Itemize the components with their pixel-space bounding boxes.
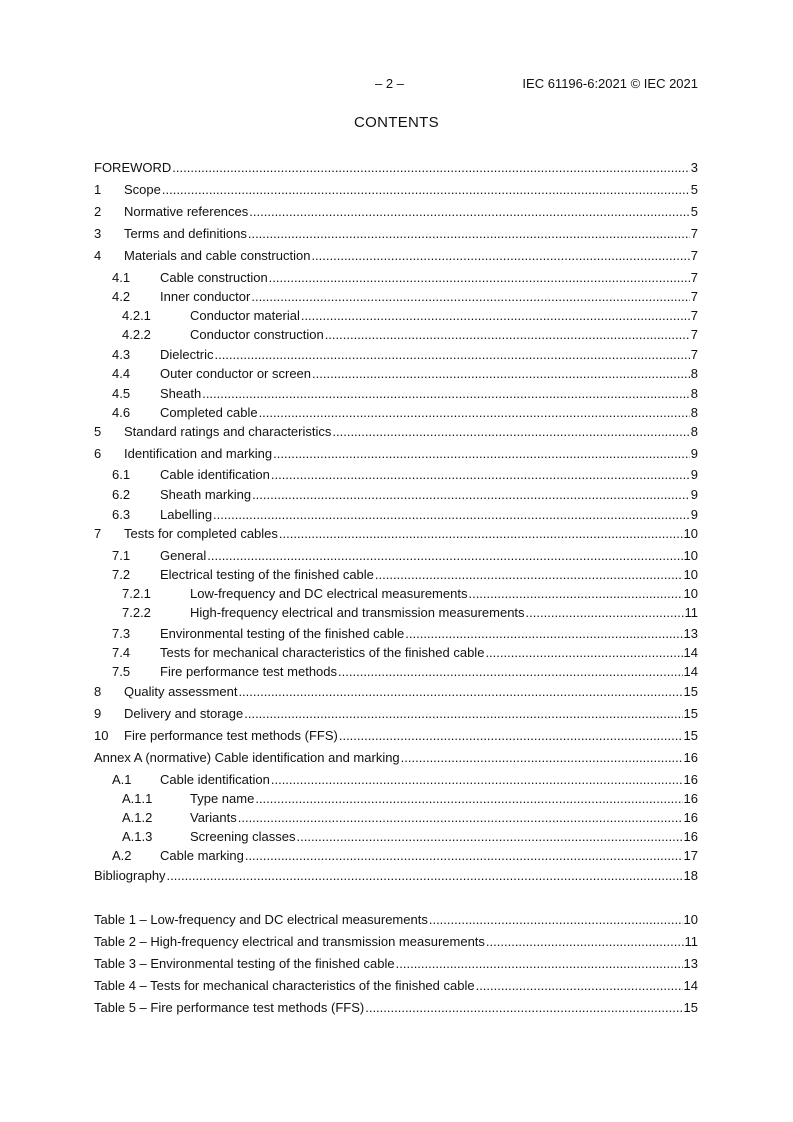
toc-entry-number: 2	[94, 204, 102, 219]
dot-leader	[248, 226, 690, 242]
toc-entry-title: Identification and marking	[124, 446, 273, 461]
toc-entry[interactable]	[94, 829, 698, 845]
toc-entry[interactable]	[94, 160, 698, 176]
toc-entry[interactable]	[94, 226, 698, 242]
toc-entry-number: A.1	[112, 772, 132, 787]
toc-entry-title: Table 2 – High-frequency electrical and transmission measurements	[94, 934, 485, 949]
toc-entry-page: 10	[683, 526, 698, 541]
toc-entry-number: 4.1	[112, 270, 131, 285]
toc-entry-number: 4.2.1	[122, 308, 151, 323]
dot-leader	[429, 912, 683, 928]
toc-entry-number: 4.5	[112, 386, 131, 401]
toc-entry-page: 14	[683, 645, 698, 660]
toc-entry-page: 11	[684, 934, 698, 949]
toc-entry-title: High-frequency electrical and transmission measurements	[190, 605, 525, 620]
toc-entry[interactable]	[94, 934, 698, 950]
toc-entry-page: 10	[683, 586, 698, 601]
toc-entry[interactable]	[94, 386, 698, 402]
toc-entry-title: Normative references	[124, 204, 249, 219]
toc-entry-number: A.1.1	[122, 791, 153, 806]
toc-entry-title: Cable marking	[160, 848, 244, 863]
dot-leader	[405, 626, 682, 642]
toc-entry[interactable]	[94, 248, 698, 264]
toc-entry-title: Fire performance test methods	[160, 664, 338, 679]
page-header	[94, 76, 698, 92]
toc-entry[interactable]	[94, 308, 698, 324]
toc-entry-title: Materials and cable construction	[124, 248, 311, 263]
toc-entry[interactable]	[94, 956, 698, 972]
page-number: – 2 –	[375, 76, 404, 91]
toc-entry-title: Tests for mechanical characteristics of the finished cable	[160, 645, 485, 660]
toc-entry-number: 1	[94, 182, 102, 197]
toc-entry-page: 9	[690, 446, 698, 461]
toc-entry[interactable]	[94, 487, 698, 503]
toc-entry-title: General	[160, 548, 207, 563]
toc-entry[interactable]	[94, 507, 698, 523]
toc-entry-number: 5	[94, 424, 102, 439]
dot-leader	[167, 868, 683, 884]
toc-entry-number: 7.2	[112, 567, 131, 582]
dot-leader	[252, 487, 690, 503]
toc-entry-title: Electrical testing of the finished cable	[160, 567, 374, 582]
toc-entry[interactable]	[94, 664, 698, 680]
toc-entry[interactable]	[94, 327, 698, 343]
toc-entry-number: 7.2.1	[122, 586, 151, 601]
toc-entry-page: 18	[683, 868, 698, 883]
toc-entry-page: 16	[683, 772, 698, 787]
toc-entry-title: Table 3 – Environmental testing of the finished cable	[94, 956, 395, 971]
dot-leader	[468, 586, 682, 602]
toc-entry[interactable]	[94, 848, 698, 864]
toc-entry-title: Fire performance test methods (FFS)	[124, 728, 338, 743]
toc-entry-page: 10	[683, 567, 698, 582]
toc-entry-title: Delivery and storage	[124, 706, 244, 721]
toc-entry[interactable]	[94, 526, 698, 542]
toc-entry-title: Conductor construction	[190, 327, 324, 342]
toc-entry-page: 5	[690, 182, 698, 197]
toc-entry-title: Type name	[190, 791, 255, 806]
toc-entry-number: 7.3	[112, 626, 131, 641]
toc-entry-number: 7.4	[112, 645, 131, 660]
document-code: IEC 61196-6:2021 © IEC 2021	[522, 76, 698, 91]
toc-entry-title: Outer conductor or screen	[160, 366, 312, 381]
toc-entry-number: 7	[94, 526, 102, 541]
toc-entry-title: Table 5 – Fire performance test methods (FFS)	[94, 1000, 365, 1015]
toc-entry-number: 10	[94, 728, 109, 743]
dot-leader	[251, 289, 689, 305]
toc-entry-page: 8	[690, 366, 698, 381]
toc-entry-number: 4.4	[112, 366, 131, 381]
toc-entry[interactable]	[94, 289, 698, 305]
toc-entry-page: 16	[683, 810, 698, 825]
toc-entry[interactable]	[94, 270, 698, 286]
dot-leader	[271, 467, 690, 483]
toc-entry-number: 7.2.2	[122, 605, 151, 620]
toc-entry-title: Terms and definitions	[124, 226, 247, 241]
dot-leader	[172, 160, 689, 176]
dot-leader	[238, 684, 682, 700]
toc-entry[interactable]	[94, 347, 698, 363]
toc-entry-number: 9	[94, 706, 102, 721]
toc-entry-title: Environmental testing of the finished cable	[160, 626, 405, 641]
dot-leader	[301, 308, 690, 324]
toc-entry-number: 6.3	[112, 507, 131, 522]
toc-entry-page: 9	[690, 467, 698, 482]
toc-entry-title: Inner conductor	[160, 289, 251, 304]
toc-entry-title: Annex A (normative) Cable identification and marking	[94, 750, 400, 765]
toc-entry-number: 4.3	[112, 347, 131, 362]
toc-entry[interactable]	[94, 772, 698, 788]
toc-entry-number: 7.1	[112, 548, 131, 563]
toc-entry-page: 13	[683, 956, 698, 971]
dot-leader	[476, 978, 683, 994]
toc-entry-number: 8	[94, 684, 102, 699]
toc-entry-page: 8	[690, 424, 698, 439]
toc-entry-page: 7	[690, 270, 698, 285]
toc-entry-number: A.2	[112, 848, 132, 863]
toc-entry-page: 15	[683, 1000, 698, 1015]
toc-entry[interactable]	[94, 405, 698, 421]
toc-entry[interactable]	[94, 684, 698, 700]
dot-leader	[311, 248, 689, 264]
toc-entry-title: Variants	[190, 810, 237, 825]
toc-entry-title: Sheath	[160, 386, 202, 401]
toc-entry-title: Standard ratings and characteristics	[124, 424, 332, 439]
dot-leader	[255, 791, 682, 807]
toc-entry-page: 15	[683, 728, 698, 743]
toc-entry-page: 8	[690, 405, 698, 420]
toc-entry[interactable]	[94, 446, 698, 462]
toc-entry-title: Low-frequency and DC electrical measurements	[190, 586, 468, 601]
toc-entry-title: Scope	[124, 182, 161, 197]
toc-entry-title: Bibliography	[94, 868, 166, 883]
toc-entry-page: 17	[683, 848, 698, 863]
toc-entry-page: 7	[690, 327, 698, 342]
toc-entry-title: Labelling	[160, 507, 213, 522]
toc-entry-page: 9	[690, 487, 698, 502]
dot-leader	[401, 750, 683, 766]
toc-entry-page: 8	[690, 386, 698, 401]
toc-entry-title: Table 4 – Tests for mechanical characteristics of the finished cable	[94, 978, 475, 993]
toc-entry-number: A.1.3	[122, 829, 153, 844]
toc-entry[interactable]	[94, 424, 698, 440]
toc-entry[interactable]	[94, 204, 698, 220]
dot-leader	[269, 270, 690, 286]
toc-entry-number: 6	[94, 446, 102, 461]
toc-entry[interactable]	[94, 182, 698, 198]
toc-entry[interactable]	[94, 366, 698, 382]
toc-entry-number: 7.5	[112, 664, 131, 679]
toc-entry[interactable]	[94, 626, 698, 642]
toc-entry[interactable]	[94, 791, 698, 807]
toc-entry-page: 13	[683, 626, 698, 641]
dot-leader	[486, 934, 684, 950]
dot-leader	[375, 567, 683, 583]
toc-entry-title: FOREWORD	[94, 160, 172, 175]
toc-entry-page: 15	[683, 706, 698, 721]
toc-entry-page: 5	[690, 204, 698, 219]
toc-entry-title: Sheath marking	[160, 487, 252, 502]
dot-leader	[162, 182, 690, 198]
dot-leader	[249, 204, 689, 220]
toc-entry-title: Dielectric	[160, 347, 214, 362]
dot-leader	[297, 829, 683, 845]
toc-entry-page: 7	[690, 248, 698, 263]
dot-leader	[213, 507, 690, 523]
toc-entry-page: 16	[683, 791, 698, 806]
dot-leader	[244, 706, 682, 722]
toc-entry[interactable]	[94, 868, 698, 884]
toc-entry[interactable]	[94, 567, 698, 583]
toc-entry[interactable]	[94, 605, 698, 621]
toc-entry[interactable]	[94, 706, 698, 722]
dot-leader	[312, 366, 690, 382]
toc-entry-page: 7	[690, 308, 698, 323]
dot-leader	[485, 645, 682, 661]
toc-entry-page: 7	[690, 347, 698, 362]
dot-leader	[202, 386, 690, 402]
toc-entry-number: 6.2	[112, 487, 131, 502]
toc-entry-page: 14	[683, 978, 698, 993]
toc-entry-title: Conductor material	[190, 308, 300, 323]
dot-leader	[238, 810, 683, 826]
toc-entry-page: 3	[690, 160, 698, 175]
toc-entry-number: 4.6	[112, 405, 131, 420]
toc-entry-page: 14	[683, 664, 698, 679]
toc-entry[interactable]	[94, 912, 698, 928]
toc-entry-page: 15	[683, 684, 698, 699]
toc-entry-number: 4	[94, 248, 102, 263]
dot-leader	[339, 728, 683, 744]
toc-entry-number: A.1.2	[122, 810, 153, 825]
toc-entry-title: Cable construction	[160, 270, 268, 285]
toc-entry[interactable]	[94, 750, 698, 766]
dot-leader	[259, 405, 690, 421]
dot-leader	[365, 1000, 682, 1016]
toc-entry-page: 16	[683, 750, 698, 765]
toc-entry[interactable]	[94, 978, 698, 994]
toc-entry[interactable]	[94, 728, 698, 744]
dot-leader	[325, 327, 690, 343]
toc-entry-title: Cable identification	[160, 772, 270, 787]
dot-leader	[526, 605, 684, 621]
toc-entry-title: Quality assessment	[124, 684, 238, 699]
dot-leader	[396, 956, 683, 972]
toc-entry-page: 11	[684, 605, 698, 620]
toc-entry[interactable]	[94, 548, 698, 564]
toc-entry-title: Table 1 – Low-frequency and DC electrical measurements	[94, 912, 428, 927]
dot-leader	[279, 526, 683, 542]
toc-entry[interactable]	[94, 586, 698, 602]
page-title: CONTENTS	[354, 114, 439, 131]
toc-entry-page: 7	[690, 289, 698, 304]
dot-leader	[207, 548, 682, 564]
toc-entry-title: Tests for completed cables	[124, 526, 278, 541]
toc-entry-page: 9	[690, 507, 698, 522]
dot-leader	[245, 848, 683, 864]
toc-entry[interactable]	[94, 645, 698, 661]
toc-entry[interactable]	[94, 467, 698, 483]
dot-leader	[273, 446, 690, 462]
toc-entry-page: 10	[683, 548, 698, 563]
toc-entry-page: 10	[683, 912, 698, 927]
toc-entry-page: 7	[690, 226, 698, 241]
toc-entry-title: Screening classes	[190, 829, 296, 844]
toc-entry-title: Completed cable	[160, 405, 258, 420]
toc-entry-number: 3	[94, 226, 102, 241]
toc-entry-number: 6.1	[112, 467, 131, 482]
toc-entry[interactable]	[94, 810, 698, 826]
toc-entry-number: 4.2.2	[122, 327, 151, 342]
toc-entry-number: 4.2	[112, 289, 131, 304]
dot-leader	[332, 424, 689, 440]
toc-entry-title: Cable identification	[160, 467, 270, 482]
toc-entry-page: 16	[683, 829, 698, 844]
dot-leader	[338, 664, 683, 680]
dot-leader	[271, 772, 683, 788]
dot-leader	[214, 347, 689, 363]
toc-entry[interactable]	[94, 1000, 698, 1016]
